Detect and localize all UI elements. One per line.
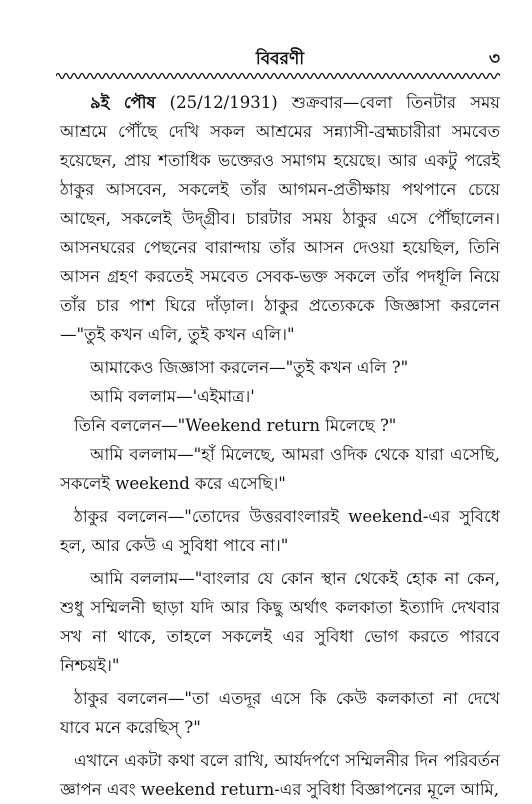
paragraph-7: আমি বললাম—"বাংলার যে কোন স্থান থেকেই হোক না কেন, শুধু সম্মিলনী ছাড়া যদি আর কিছু অর্থাৎ কলকাতা ইত্যাদি দেখবার সখ না থাকে, তাহলে সকলেই এর সুবিধা ভোগ করতে পারবে নিশ্চয়ই।" — [60, 569, 500, 675]
page-number: ৩ — [488, 49, 500, 69]
paragraph-8: ঠাকুর বললেন—"তা এতদূর এসে কি কেউ কলকাতা না দেখে যাবে মনে করেছিস্ ?" — [60, 689, 500, 737]
wavy-header-rule — [56, 70, 500, 82]
paragraph-3: আমি বললাম—'এইমাত্র।' — [90, 387, 255, 406]
page-body — [60, 88, 500, 804]
page-header — [60, 44, 500, 72]
paragraph-2: আমাকেও জিজ্ঞাসা করলেন—"তুই কখন এলি ?" — [90, 358, 409, 377]
paragraph-5: আমি বললাম—"হাঁ মিলেছে, আমরা ওদিক থেকে যারা এসেছি, সকলেই weekend করে এসেছি।" — [60, 445, 500, 493]
paragraph-1-text: (25/12/1931) শুক্রবার—বেলা তিনটার সময় আশ্রমে পৌঁছে দেখি সকল আশ্রমের সন্ন্যাসী-ব্রহ্মচারীরা সমবেত হয়েছেন, প্রায় শতাধিক ভক্তেরও সমাগম হয়েছে। আর একটু পরেই ঠাকুর আসবেন, সকলেই তাঁর আগমন-প্রতীক্ষায় পথপানে চেয়ে আছেন, সকলেই উদ্‌গ্রীব। চারটার সময় ঠাকুর এসে পৌঁছালেন। আসনঘরের পেছনের বারান্দায় তাঁর আসন দেওয়া হয়েছিল, তিনি আসন গ্রহণ করতেই সমবেত সেবক-ভক্ত সকলে তাঁর পদধূলি নিয়ে তাঁর চার পাশ ঘিরে দাঁড়াল। ঠাকুর প্রত্যেককে জিজ্ঞাসা করলেন—"তুই কখন এলি, তুই কখন এলি।" — [60, 93, 500, 344]
running-title: বিবরণী — [255, 49, 305, 69]
paragraph-6: ঠাকুর বললেন—"তোদের উত্তরবাংলারই weekend-এর সুবিধে হল, আর কেউ এ সুবিধা পাবে না।" — [60, 507, 500, 555]
entry-date: ৯ই পৌষ — [90, 93, 156, 112]
paragraph-9: এখানে একটা কথা বলে রাখি, আর্যদর্পণে সম্মিলনীর দিন পরিবর্তন জ্ঞাপন এবং weekend return-এর সুবিধা বিজ্ঞাপনের মূলে আমি, — [60, 751, 500, 799]
paragraph-1 — [60, 88, 500, 349]
paragraph-4: তিনি বললেন—"Weekend return মিলেছে ?" — [74, 416, 397, 435]
